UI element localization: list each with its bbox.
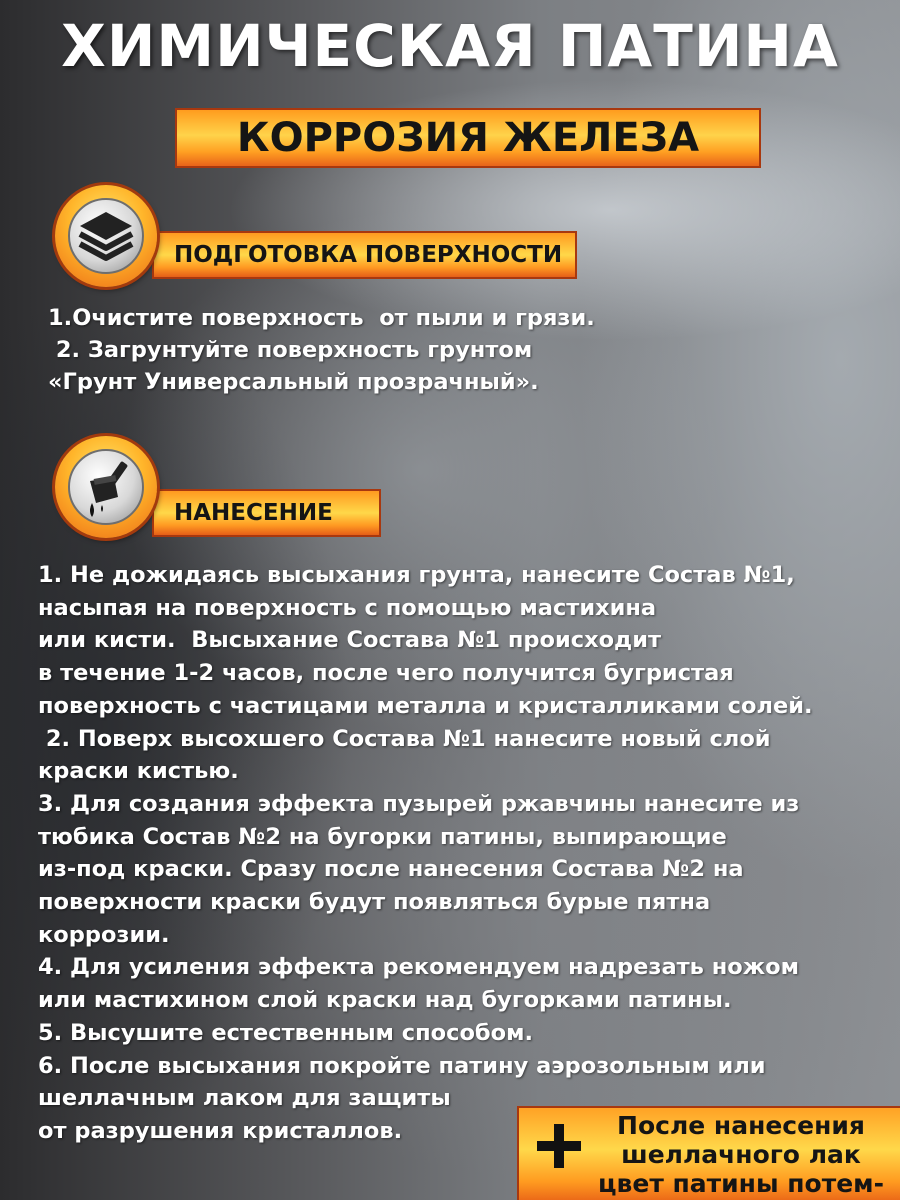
page-title: ХИМИЧЕСКАЯ ПАТИНА [61,12,839,80]
note-line: После нанесения [617,1111,865,1140]
application-line: в течение 1-2 часов, после чего получится бугристая [38,660,734,687]
section-heading-prep: ПОДГОТОВКА ПОВЕРХНОСТИ [152,231,577,279]
section-icon-application [55,436,157,538]
application-instructions [38,559,813,1148]
application-line: насыпая на поверхность с помощью мастихина [38,594,657,621]
application-line: краски кистью. [38,758,239,785]
application-line: 5. Высушите естественным способом. [38,1019,534,1046]
application-line: коррозии. [38,921,170,948]
paintbrush-icon [70,451,142,523]
prep-line: «Грунт Универсальный прозрачный». [48,369,539,395]
application-line: 6. После высыхания покройте патину аэрозольным или [38,1052,766,1079]
application-line: или кисти. Высыхание Состава №1 происходит [38,627,662,654]
plus-icon [537,1124,581,1168]
prep-line: 2. Загрунтуйте поверхность грунтом [48,337,533,363]
application-line: 1. Не дожидаясь высыхания грунта, нанесите Состав №1, [38,562,795,588]
section-heading-application: НАНЕСЕНИЕ [152,489,381,537]
section-icon-prep [55,185,157,287]
application-line: поверхность с частицами металла и кристалликами солей. [38,692,813,719]
application-line: 2. Поверх высохшего Состава №1 нанесите новый слой [38,725,771,752]
application-line: шеллачным лаком для защиты [38,1085,451,1112]
prep-line: 1.Очистите поверхность от пыли и грязи. [48,305,595,331]
note-line: цвет патины потем- [598,1169,884,1198]
subtitle-banner: КОРРОЗИЯ ЖЕЛЕЗА [175,108,761,168]
application-line: от разрушения кристаллов. [38,1117,403,1144]
shellac-note-text [591,1111,891,1198]
layers-icon [70,200,142,272]
shellac-note-box [517,1106,900,1200]
note-line: шеллачного лак [621,1140,861,1169]
application-line: поверхности краски будут появляться бурые пятна [38,889,711,916]
application-line: или мастихином слой краски над бугорками патины. [38,987,732,1014]
application-line: 3. Для создания эффекта пузырей ржавчины нанесите из [38,790,800,817]
application-line: из-под краски. Сразу после нанесения Состава №2 на [38,856,744,883]
application-line: 4. Для усиления эффекта рекомендуем надрезать ножом [38,954,799,981]
prep-instructions [48,302,595,398]
application-line: тюбика Состав №2 на бугорки патины, выпирающие [38,823,727,850]
